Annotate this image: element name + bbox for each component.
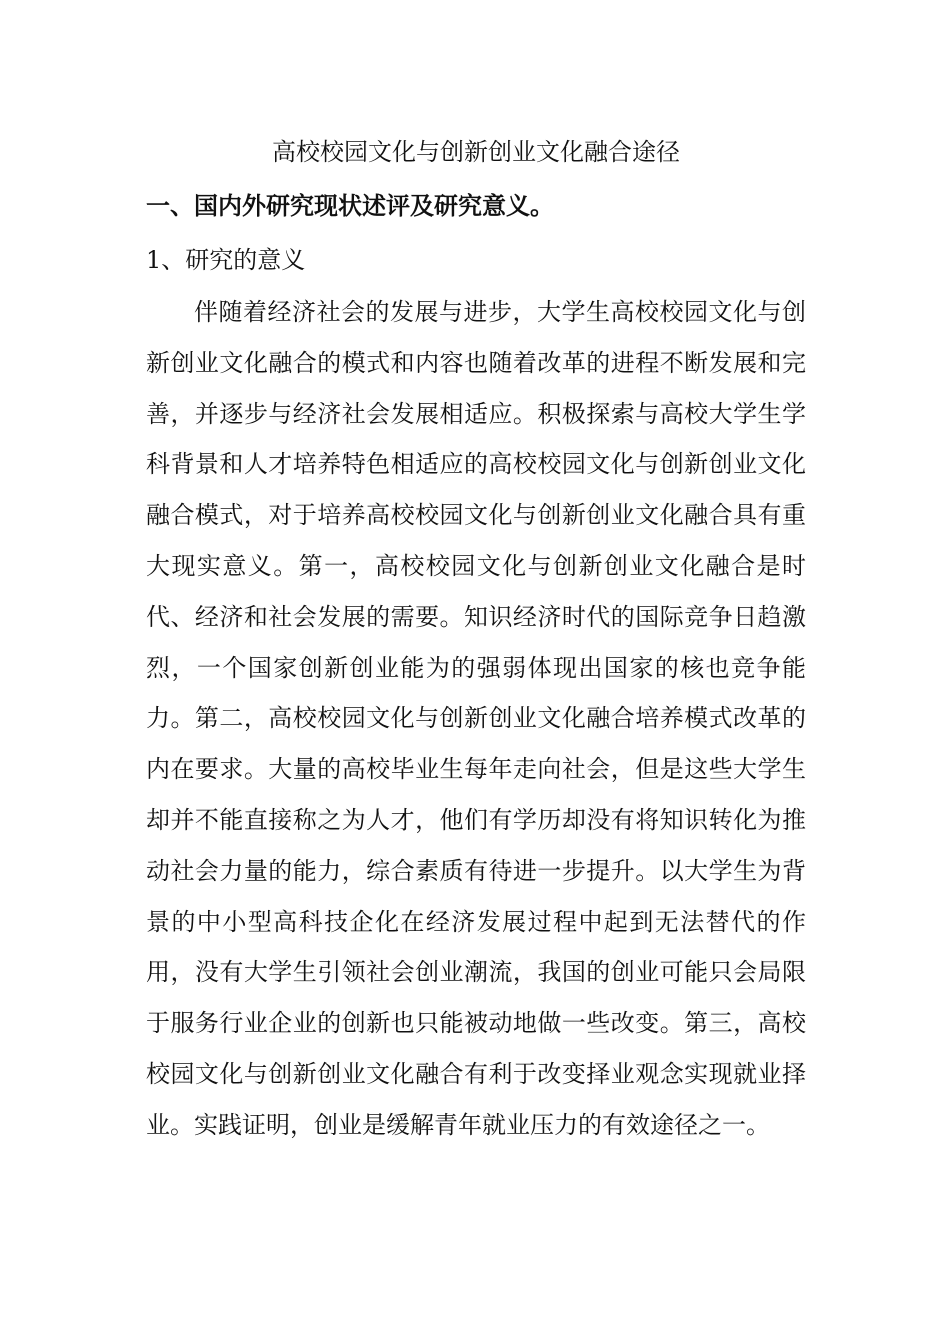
body-paragraph: 伴随着经济社会的发展与进步，大学生高校校园文化与创新创业文化融合的模式和内容也随着改革的进程不断发展和完善，并逐步与经济社会发展相适应。积极探索与高校大学生学科背景和人才培养特色相适应的高校校园文化与创新创业文化融合模式，对于培养高校校园文化与创新创业文化融合具有重大现实意义。第一，高校校园文化与创新创业文化融合是时代、经济和社会发展的需要。知识经济时代的国际竞争日趋激烈，一个国家创新创业能为的强弱体现出国家的核也竞争能力。第二，高校校园文化与创新创业文化融合培养模式改革的内在要求。大量的高校毕业生每年走向社会，但是这些大学生却并不能直接称之为人才，他们有学历却没有将知识转化为推动社会力量的能力，综合素质有待进一步提升。以大学生为背景的中小型高科技企化在经济发展过程中起到无法替代的作用，没有大学生引领社会创业潮流，我国的创业可能只会局限于服务行业企业的创新也只能被动地做一些改变。第三，高校校园文化与创新创业文化融合有利于改变择业观念实现就业择业。实践证明，创业是缓解青年就业压力的有效途径之一。 <box>146 298 806 1139</box>
subsection-heading: 1、研究的意义 <box>146 246 306 274</box>
section-heading: 一、国内外研究现状述评及研究意义。 <box>146 191 554 220</box>
document-page <box>146 125 806 1151</box>
document-title: 高校校园文化与创新创业文化融合途径 <box>272 138 680 166</box>
